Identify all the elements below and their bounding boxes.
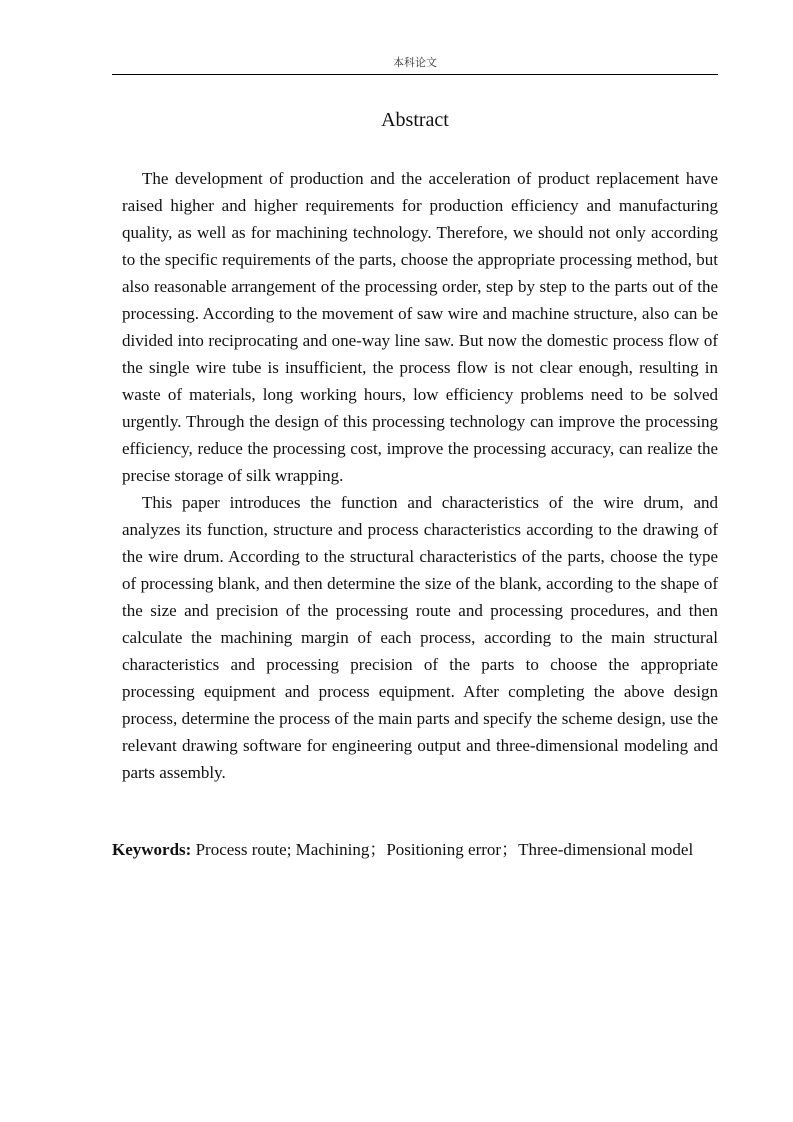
keywords-label: Keywords: (112, 840, 192, 859)
abstract-body (122, 165, 718, 786)
abstract-paragraph-2: This paper introduces the function and characteristics of the wire drum, and analyzes its function, structure and process characteristics according to the drawing of the wire drum. According to the structural characteristics of the parts, choose the type of processing blank, and then determine the size of the blank, according to the shape of the size and precision of the processing route and processing procedures, and then calculate the machining margin of each process, according to the main structural characteristics and processing precision of the parts to choose the appropriate processing equipment and process equipment. After completing the above design process, determine the process of the main parts and specify the scheme design, use the relevant drawing software for engineering output and three-dimensional modeling and parts assembly. (122, 493, 718, 782)
header-rule (112, 74, 718, 75)
keywords-text: Process route; Machining；Positioning error；Three-dimensional model (191, 840, 694, 859)
abstract-title: Abstract (381, 109, 449, 131)
keywords-line (112, 836, 718, 863)
abstract-paragraph-1: The development of production and the acceleration of product replacement have raised higher and higher requirements for production efficiency and manufacturing quality, as well as for machining technology. Therefore, we should not only according to the specific requirements of the parts, choose the appropriate processing method, but also reasonable arrangement of the processing order, step by step to the parts out of the processing. According to the movement of saw wire and machine structure, also can be divided into reciprocating and one-way line saw. But now the domestic process flow of the single wire tube is insufficient, the process flow is not clear enough, resulting in waste of materials, long working hours, low efficiency problems need to be solved urgently. Through the design of this processing technology can improve the processing efficiency, reduce the processing cost, improve the processing accuracy, can realize the precise storage of silk wrapping. (122, 169, 718, 485)
page-header: 本科论文 (393, 56, 437, 69)
